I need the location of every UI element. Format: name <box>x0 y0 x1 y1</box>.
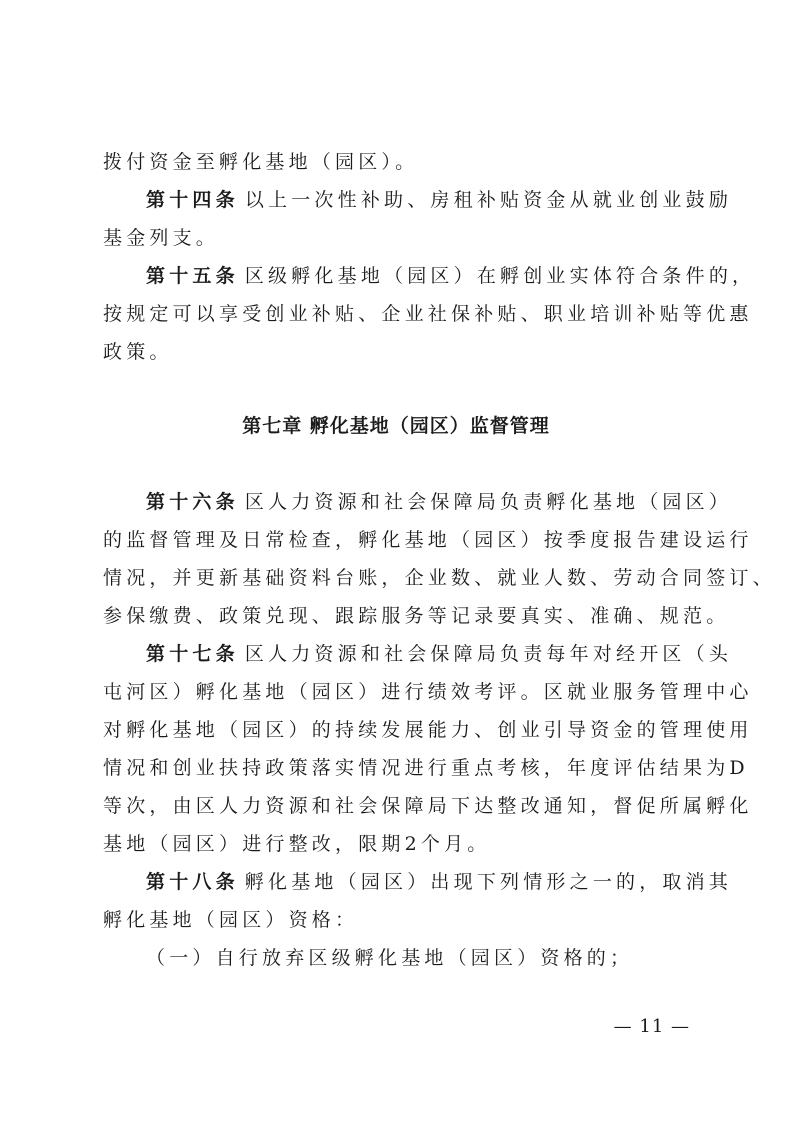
article-17-line-6: 基地（园区）进行整改，限期2个月。 <box>103 833 491 855</box>
article-17-line-3: 对孵化基地（园区）的持续发展能力、创业引导资金的管理使用 <box>103 719 753 741</box>
article-14-label: 第十四条 <box>146 189 239 211</box>
article-16-line-4: 参保缴费、政策兑现、跟踪服务等记录要真实、准确、规范。 <box>103 605 730 627</box>
article-15-label: 第十五条 <box>146 265 239 287</box>
article-18-label: 第十八条 <box>146 871 239 893</box>
article-17-label: 第十七条 <box>146 643 239 665</box>
article-17-line-2: 屯河区）孵化基地（园区）进行绩效考评。区就业服务管理中心 <box>103 681 753 703</box>
page-number: — 11 — <box>613 1016 690 1037</box>
article-16-line-1: 第十六条 区人力资源和社会保障局负责孵化基地（园区） <box>146 491 733 513</box>
article-17-line-1: 第十七条 区人力资源和社会保障局负责每年对经开区（头 <box>146 643 733 665</box>
article-17-line-4: 情况和创业扶持政策落实情况进行重点考核，年度评估结果为D <box>103 757 749 779</box>
article-16-label: 第十六条 <box>146 491 239 513</box>
list-item-1: （一）自行放弃区级孵化基地（园区）资格的； <box>146 947 634 969</box>
article-16-line-2: 的监督管理及日常检查，孵化基地（园区）按季度报告建设运行 <box>103 529 753 551</box>
article-15-line-1: 第十五条 区级孵化基地（园区）在孵创业实体符合条件的， <box>146 265 756 287</box>
article-17-line-5: 等次，由区人力资源和社会保障局下达整改通知，督促所属孵化 <box>103 795 753 817</box>
article-15-line-2: 按规定可以享受创业补贴、企业社保补贴、职业培训补贴等优惠 <box>103 303 753 325</box>
article-14-line-2: 基金列支。 <box>103 227 220 249</box>
article-14-line-1: 第十四条 以上一次性补助、房租补贴资金从就业创业鼓励 <box>146 189 733 211</box>
article-18-line-2: 孵化基地（园区）资格： <box>103 909 359 931</box>
text-line: 拨付资金至孵化基地（园区）。 <box>103 151 419 173</box>
article-16-line-3: 情况，并更新基础资料台账，企业数、就业人数、劳动合同签订、 <box>103 567 776 589</box>
chapter-title: 第七章 孵化基地（园区）监督管理 <box>242 415 550 437</box>
article-15-line-3: 政策。 <box>103 341 173 363</box>
article-18-line-1: 第十八条 孵化基地（园区）出现下列情形之一的，取消其 <box>146 871 733 893</box>
